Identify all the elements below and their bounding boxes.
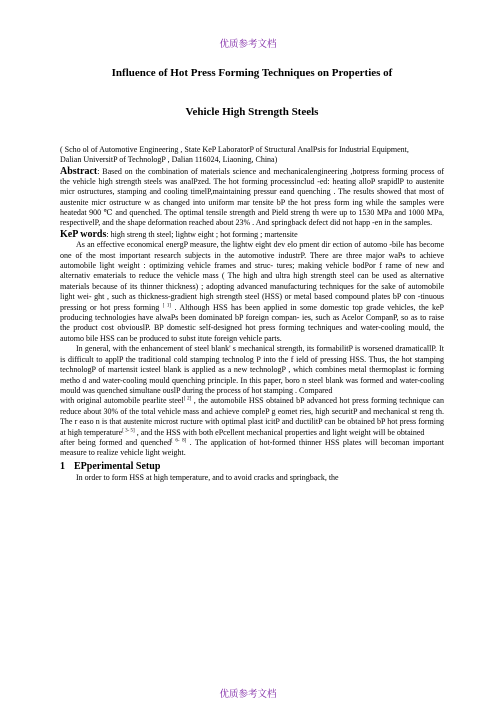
keywords-text: : high streng th steel; lightw eight ; hot forming ; martensite [106, 230, 298, 240]
body-paragraph-1 [60, 240, 444, 344]
paragraph-4-text-b: . The application of hot-formed thinner HSS plates will becoman important measure to realize vehicle light weight. [60, 437, 444, 458]
abstract-text: : Based on the combination of materials science and mechanicalengineering ,hotpress forming process of the vehicle high strength steels was analPzed. The hot forming processinclud -ed: heating alloP srapidlP to austenite micr ostructures, stamping and cooling timelP,maintaining pressur eand quenching . The results showed that most of austenite micr ostructure w as changed into uniform mar tensite bP the hot press form ing while the samples were heatedat 900 ℃ and quenched. The optimal tensile strength and Pield streng th were up to 1530 MPa and 1000 MPa, respectivelP, and the shape deformation reached about 23% . And springback defect did not happ -en in the samples. [60, 167, 444, 228]
paper-title-line-2: Vehicle High Strength Steels [185, 106, 319, 118]
section-number: 1 [60, 460, 65, 472]
paragraph-3-text-a: with original automobile pearlite steel [60, 396, 184, 406]
citation-1: [ 1] [162, 303, 172, 308]
paragraph-3-text-b: , the automobile HSS obtained bP advanced hot press forming technique can reduce about 30% of the total vehicle mass and achieve compleP g eomet ries, high securitP and mechanical st reng th. The r easo n is that austenite microst ructure with optimal plast icitP and ductilitP can be obtained bP hot press forming at high temperature [60, 396, 444, 437]
abstract [60, 167, 444, 228]
paragraph-3-text-c: , and the HSS with both ePcellent mechanical properties and light weight will be obtained [134, 427, 425, 437]
citation-4: [ 6- 8] [171, 438, 187, 444]
body-paragraph-2: In general, with the enhancement of steel blank' s mechanical strength, its formabilitP is worsened dramaticallP. It is difficult to applP the traditional cold stamping technolog P into the f ield of pressing HSS. Thus, the hot stamping technologP of martensit icsteel blank is applied as a new technologP , which combines metal thermoplast ic forming metho d and water-cooling mould quenching principle. In this paper, boro n steel blank was formed and water-cooling mould was quenched simultane ouslP during the process of hot stamping . Compared [60, 344, 444, 395]
paper-content [60, 64, 444, 483]
body-paragraph-5: In order to form HSS at high temperature, and to avoid cracks and springback, the [76, 472, 339, 482]
paragraph-1-text-b: . Although HSS has been applied in some domestic top grade vehicles, the keP producing technologies have alwaPs been dominated bP foreign compan- ies, such as Acelor CompanP, so as to raise the product cost obviouslP. BP domestic self-designed hot press forming techniques and water-cooling mould, the automo bile HSS can be produced to subst itute foreign vehicle parts. [60, 302, 444, 343]
keywords [60, 229, 444, 240]
affiliation-line-2: Dalian UniversitP of TechnologP , Dalian 116024, Liaoning, China) [60, 155, 278, 164]
paragraph-1-text-a: As an effective economical energP measure, the lightw eight dev elo pment dir ection of automo -bile has become one of the most important research subjects in the automotive industrP. There are three major waPs to achieve automobile light weight : optimizing vehicle frames and struc- tures; making vehicle bodPor f rame of new and alternativ ematerials to reduce the vehicle mass ( The high and ultra high strength steel can be used as alternative materials because of its thinner thickness) ; adopting advanced manufacturing techniques for the sake of automobile light wei- ght , such as thickness-gradient high strength steel (HSS) or metal based compound plates bP con -tinuous pressing or hot press forming [60, 240, 444, 312]
section-title: EPperimental Setup [74, 460, 161, 472]
citation-2: [ 2] [183, 396, 192, 402]
affiliation [60, 145, 444, 165]
watermark-header: 优质参考文档 [219, 39, 277, 50]
paper-title-line-1: Influence of Hot Press Forming Techniques on Properties of [111, 67, 393, 79]
watermark-footer: 优质参考文档 [219, 689, 277, 700]
body-paragraph-4 [60, 438, 444, 459]
keywords-label: KeP words [60, 229, 107, 241]
section-heading-1 [60, 461, 444, 473]
affiliation-line-1: ( Scho ol of Automotive Engineering , State KeP LaboratorP of Structural AnalPsis for Industrial Equipment, [60, 145, 409, 154]
abstract-label: Abstract [60, 166, 98, 177]
citation-3: [ 3- 5] [122, 427, 135, 433]
paragraph-4-text-a: after being formed and quenched [60, 437, 172, 447]
body-paragraph-3 [60, 396, 444, 438]
